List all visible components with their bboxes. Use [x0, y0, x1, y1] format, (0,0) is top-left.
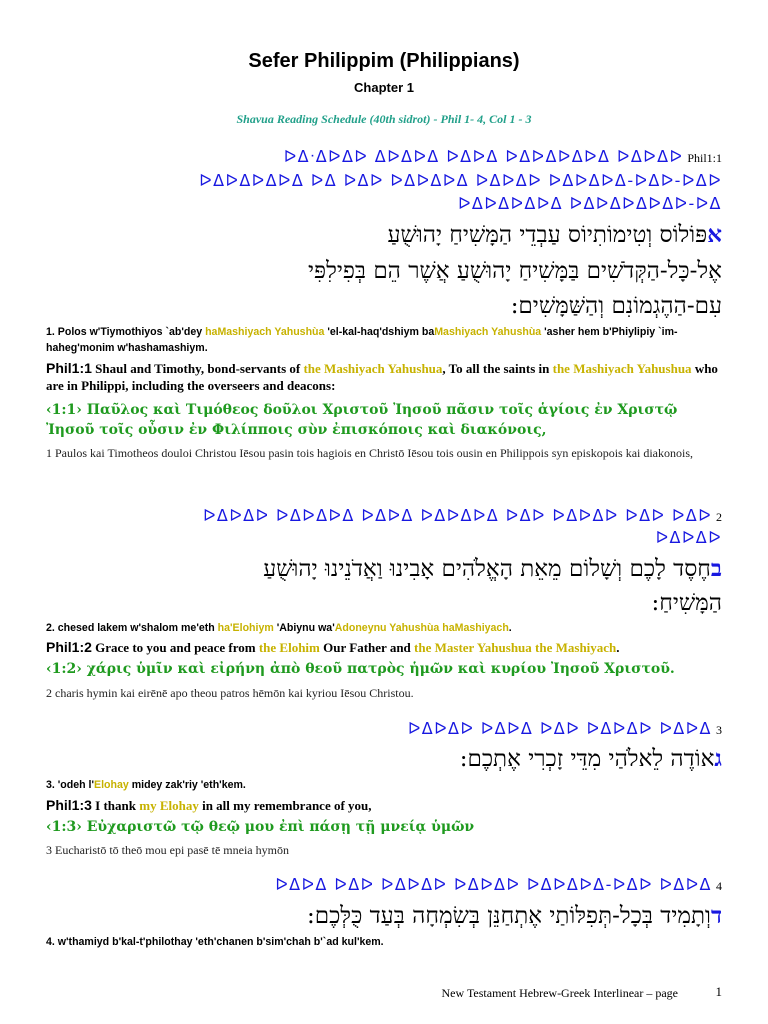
hebrew-verse-letter: ג — [714, 745, 722, 772]
hebrew-verse-line: דוְתָמִיד בְּכָל-תְּפִלּוֹתַי אֶתְחַנֵּן בְּשִׂמְחָה בְּעַד כֻּלְּכֶם: — [306, 902, 722, 929]
verse-reference: Phil1:1 — [46, 360, 92, 376]
paleo-hebrew-line: ᐅᐃᐅᐃᐅ ᐅᐃᐅᐃ ᐅᐃᐅ ᐅᐃᐅᐃᐅ ᐅᐃᐅᐃ 3 — [407, 719, 722, 738]
greek-transliteration: 2 charis hymin kai eirēnē apo theou patros hēmōn kai kyriou Iēsou Christou. — [46, 686, 414, 700]
hebrew-transliteration: 1. Polos w'Tiymothiyos `ab'dey haMashiyach Yahushùa 'el-kal-haq'dshiym baMashiyach Yahushùa 'asher hem b'Phiylipiy `im-haheg'monim w'hashamashiym. — [46, 326, 678, 354]
page-footer: New Testament Hebrew-Greek Interlinear – page — [441, 986, 678, 1000]
hebrew-transliteration: 3. 'odeh l'Elohay midey zak'riy 'eth'kem. — [46, 779, 246, 791]
paleo-hebrew-line: ᐅᐃᐅᐃᐅᐃᐅᐃ ᐅᐃ ᐅᐃᐅ ᐅᐃᐅᐃᐅᐃ ᐅᐃᐅᐃᐅ ᐅᐃᐅᐃᐅᐃ-ᐅᐃᐅ-ᐅᐃᐅ — [199, 171, 722, 190]
paleo-hebrew-line: ᐅᐃᐅᐃᐅ ᐅᐃᐅᐃᐅᐃ ᐅᐃᐅᐃ ᐅᐃᐅᐃᐅᐃ ᐅᐃᐅ ᐅᐃᐅᐃᐅ ᐅᐃᐅ ᐅᐃᐅ 2 — [203, 506, 722, 525]
chapter-heading: Chapter 1 — [354, 80, 414, 95]
paleo-hebrew-line: ᐅᐃᐅᐃ ᐅᐃᐅ ᐅᐃᐅᐃᐅ ᐅᐃᐅᐃᐅ ᐅᐃᐅᐃᐅᐃ-ᐅᐃᐅ ᐅᐃᐅᐃ 4 — [275, 875, 722, 894]
hebrew-verse-letter: א — [707, 221, 722, 248]
greek-text: ‹1:1› Παῦλος καὶ Τιμόθεος δοῦλοι Χριστοῦ Ἰησοῦ πᾶσιν τοῖς ἁγίοις ἐν Χριστῷ Ἰησοῦ τοῖς οὖσιν ἐν Φιλίπποις σὺν ἐπισκόποις καὶ διακόνοις, — [46, 402, 678, 438]
hebrew-verse-line: אֶל-כָּל-הַקְּדֹשִׁים בַּמָּשִׁיחַ יָהוּשֻׁעַ אֲשֶׁר הֵם בְּפִילִפִּי — [308, 258, 722, 284]
reading-schedule: Shavua Reading Schedule (40th sidrot) - Phil 1- 4, Col 1 - 3 — [236, 112, 532, 126]
english-translation: Phil1:3 I thank my Elohay in all my remembrance of you, — [46, 797, 372, 813]
verse-label: 3 — [716, 723, 722, 737]
greek-text: ‹1:3› Εὐχαριστῶ τῷ θεῷ μου ἐπὶ πάσῃ τῇ μνείᾳ ὑμῶν — [46, 819, 475, 835]
hebrew-verse-line: אפּוֹלוֹס וְטִימוֹתִיוֹס עַבְדֵי הַמָּשִׁיחַ יָהוּשֻׁעַ — [387, 221, 722, 248]
paleo-hebrew-line: ᐅᐃᐅᐃᐅᐃᐅᐃ ᐅᐃᐅᐃᐅᐃᐅᐃᐅ-ᐅᐃ — [458, 194, 722, 213]
hebrew-verse-line: גאוֹדֶה לֵאלֹהַי מִדֵּי זָכְרִי אֶתְכֶם: — [459, 745, 722, 772]
hebrew-verse-letter: ב — [710, 555, 722, 582]
page-number: 1 — [715, 984, 722, 999]
paleo-hebrew-line: ᐅᐃᐧᐃᐅᐃᐅ ᐃᐅᐃᐅᐃ ᐅᐃᐅᐃ ᐅᐃᐅᐃᐅᐃᐅᐃ ᐅᐃᐅᐃᐅ Phil1:1 — [283, 147, 722, 166]
hebrew-verse-line: הַמָּשִׁיחַ: — [651, 590, 722, 616]
verse-reference: Phil1:2 — [46, 639, 92, 655]
verse-label: 4 — [716, 879, 722, 893]
greek-transliteration: 1 Paulos kai Timotheos douloi Christou Iēsou pasin tois hagiois en Christō Iēsou tois ousin en Philippois syn episkopois kai diakonois, — [46, 446, 694, 460]
hebrew-verse-line: בחֶסֶד לָכֶם וְשָׁלוֹם מֵאֵת הָאֱלֹהִים אָבִינוּ וַאֲדֹנֵינוּ יָהוּשֻׁעַ — [263, 555, 722, 582]
english-translation: Phil1:2 Grace to you and peace from the Elohim Our Father and the Master Yahushua the Mashiyach. — [46, 639, 620, 655]
paleo-hebrew-line: ᐅᐃᐅᐃᐅ — [655, 528, 722, 547]
english-translation: Phil1:1 Shaul and Timothy, bond-servants of the Mashiyach Yahushua, To all the saints in the Mashiyach Yahushua who are in Philippi, including the overseers and deacons: — [46, 360, 718, 393]
book-title: Sefer Philippim (Philippians) — [248, 50, 520, 72]
verse-label: 2 — [716, 510, 722, 524]
hebrew-transliteration: 2. chesed lakem w'shalom me'eth ha'Elohiym 'Abiynu wa'Adoneynu Yahushùa haMashiyach. — [46, 622, 512, 634]
hebrew-verse-line: עִם-הַהֶגְמוֹנִם וְהַשַּׁמָּשִׁים: — [510, 293, 722, 319]
greek-transliteration: 3 Eucharistō tō theō mou epi pasē tē mneia hymōn — [46, 843, 289, 857]
hebrew-transliteration: 4. w'thamiyd b'kal-t'philothay 'eth'chanen b'sim'chah b'`ad kul'kem. — [46, 936, 384, 948]
verse-label: Phil1:1 — [687, 151, 722, 165]
verse-reference: Phil1:3 — [46, 797, 92, 813]
hebrew-verse-letter: ד — [710, 902, 722, 929]
greek-text: ‹1:2› χάρις ὑμῖν καὶ εἰρήνη ἀπὸ θεοῦ πατρὸς ἡμῶν καὶ κυρίου Ἰησοῦ Χριστοῦ. — [46, 661, 675, 677]
